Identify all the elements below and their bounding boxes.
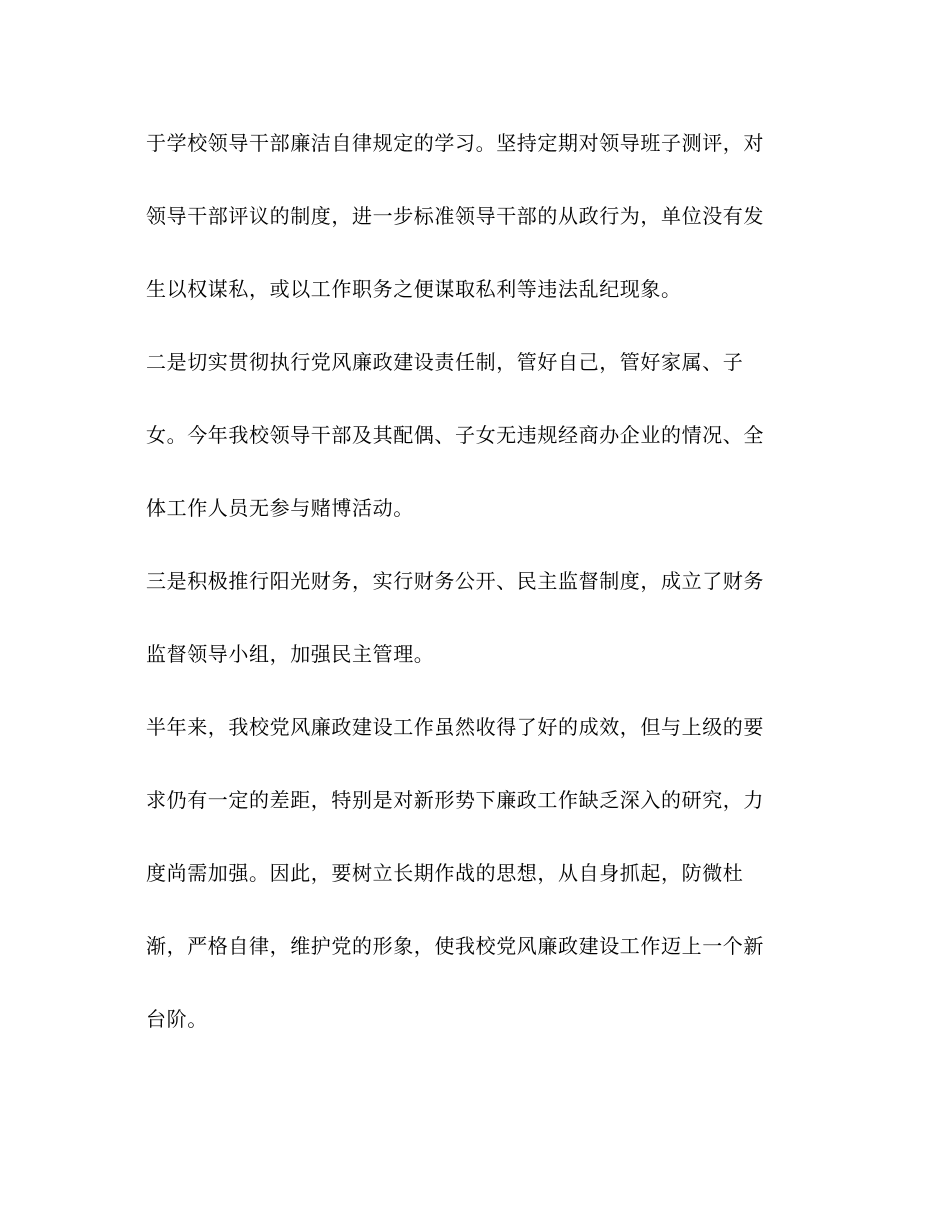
text-line: 体工作人员无参与赌博活动。: [146, 496, 414, 520]
text-line: 半年来，我校党风廉政建设工作虽然收得了好的成效，但与上级的要: [146, 715, 764, 739]
text-line: 生以权谋私，或以工作职务之便谋取私利等违法乱纪现象。: [146, 277, 682, 301]
text-line: 渐，严格自律，维护党的形象，使我校党风廉政建设工作迈上一个新: [146, 934, 764, 958]
text-line: 领导干部评议的制度，进一步标准领导干部的从政行为，单位没有发: [146, 204, 764, 228]
text-line: 求仍有一定的差距，特别是对新形势下廉政工作缺乏深入的研究，力: [146, 788, 764, 812]
text-line: 台阶。: [146, 1007, 208, 1031]
text-line: 于学校领导干部廉洁自律规定的学习。坚持定期对领导班子测评，对: [146, 131, 764, 155]
text-line: 二是切实贯彻执行党风廉政建设责任制，管好自己，管好家属、子: [146, 350, 744, 374]
text-line: 女。今年我校领导干部及其配偶、子女无违规经商办企业的情况、全: [146, 423, 764, 447]
body-text: [146, 123, 806, 1072]
text-line: 度尚需加强。因此，要树立长期作战的思想，从自身抓起，防微杜: [146, 861, 744, 885]
text-line: 三是积极推行阳光财务，实行财务公开、民主监督制度，成立了财务: [146, 569, 764, 593]
text-line: 监督领导小组，加强民主管理。: [146, 642, 435, 666]
